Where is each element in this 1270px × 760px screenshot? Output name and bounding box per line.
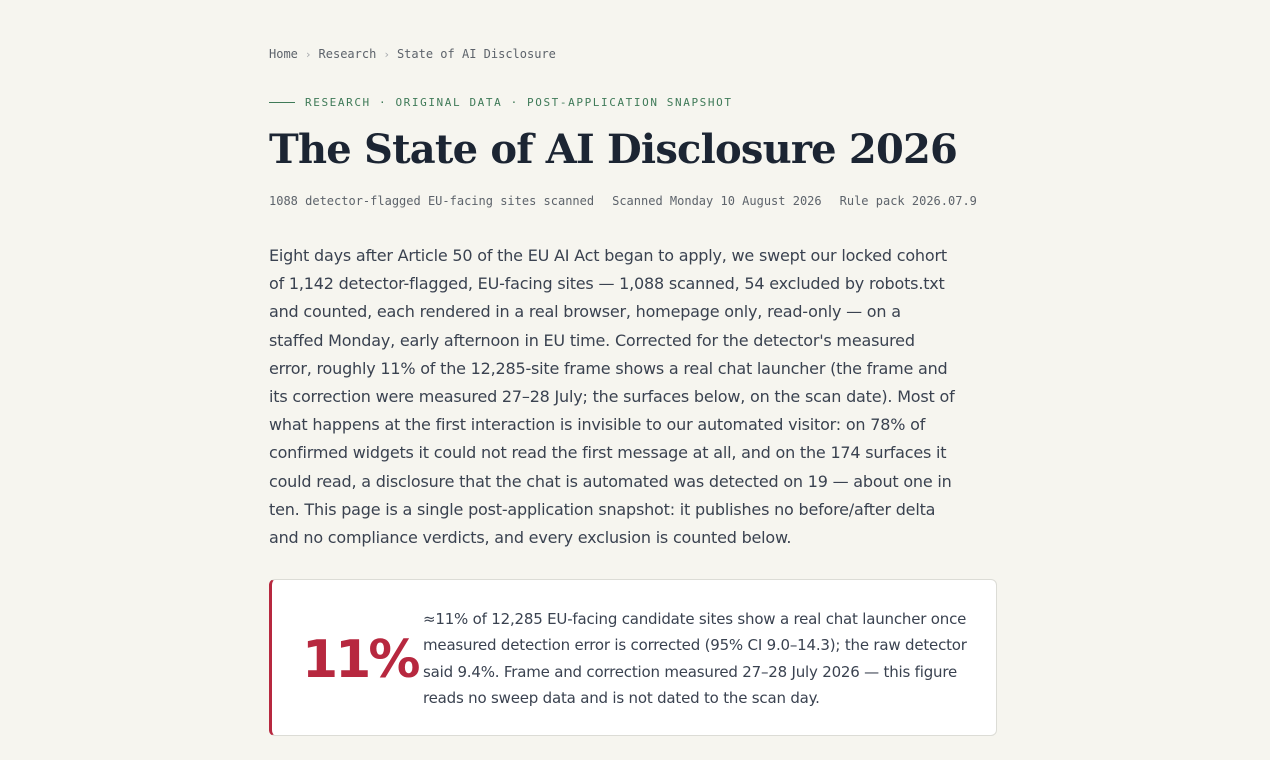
meta-sites: 1088 detector-flagged EU-facing sites scanned: [269, 194, 595, 208]
lead-paragraph: Eight days after Article 50 of the EU AI Act began to apply, we swept our locked cohort of 1,142 detector-flagged, EU-facing sites — 1,088 scanned, 54 excluded by robots.txt and counted, each rendered in a real browser, homepage only, read-only — on a staffed Monday, early afternoon in EU time. Corrected for the detector's measured error, roughly 11% of the 12,285-site frame shows a real chat launcher (the frame and its correction were measured 27–28 July; the surfaces below, on the scan date). Most of what happens at the first interaction is invisible to our automated visitor: on 78% of confirmed widgets it could not read the first message at all, and on the 174 surfaces it could read, a disclosure that the chat is automated was detected on 19 — about one in ten. This page is a single post-application snapshot: it publishes no before/after delta and no compliance verdicts, and every exclusion is counted below.: [269, 246, 955, 548]
breadcrumb-separator-icon: ›: [304, 47, 312, 61]
breadcrumb-home-link[interactable]: Home: [269, 47, 298, 61]
key-stat-figure: 11%: [302, 630, 418, 690]
breadcrumb-separator-icon: ›: [383, 47, 390, 61]
key-stat-card: [269, 579, 997, 736]
breadcrumb-current-page: State of AI Disclosure: [396, 47, 556, 61]
eyebrow: [269, 96, 733, 109]
key-stat-description: ≈11% of 12,285 EU-facing candidate sites show a real chat launcher once measured detection error is corrected (95% CI 9.0–14.3); the raw detector said 9.4%. Frame and correction measured 27–28 July 2026 — this figure reads no sweep data and is not dated to the scan day.: [423, 610, 967, 708]
page-title: The State of AI Disclosure 2026: [269, 126, 958, 173]
meta-rule-pack: Rule pack 2026.07.9: [839, 194, 977, 208]
eyebrow-rule: [269, 102, 295, 103]
meta-scan-date: Scanned Monday 10 August 2026: [612, 194, 822, 208]
breadcrumb-research-link[interactable]: Research: [318, 47, 377, 61]
meta-row: [269, 194, 977, 208]
breadcrumb: [269, 47, 556, 61]
eyebrow-label: RESEARCH · ORIGINAL DATA · POST-APPLICATION SNAPSHOT: [305, 96, 733, 109]
